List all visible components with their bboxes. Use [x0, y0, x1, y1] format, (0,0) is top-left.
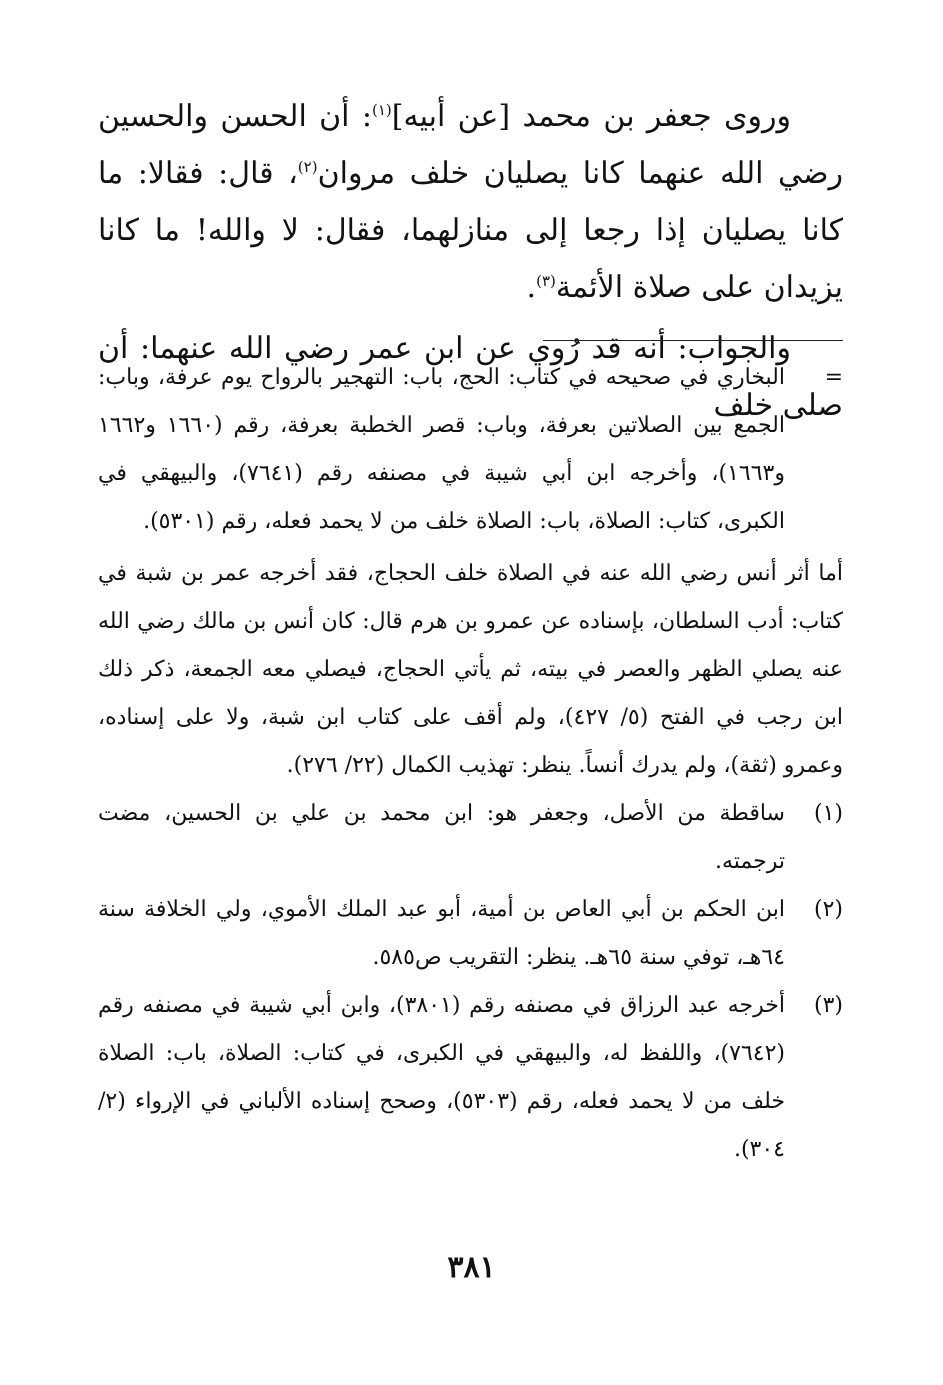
footnote-2-marker: (٢): [813, 897, 843, 922]
main-paragraph-1-part-3: ، قال: فقالا: ما كانا يصليان إذا رجعا إلى منازلهما، فقال: لا والله! ما كانا يزيدان على صلاة الأئمة: [98, 156, 843, 305]
continuation-marker: =: [824, 365, 843, 390]
footnote-3: [98, 982, 843, 1174]
footnote-1: [98, 790, 843, 886]
page-number: ٣٨١: [447, 1250, 496, 1285]
footnote-2-text: ابن الحكم بن أبي العاص بن أمية، أبو عبد الملك الأموي، ولي الخلافة سنة ٦٤هـ، توفي سنة ٦٥هـ. ينظر: التقريب ص٥٨٥.: [98, 897, 785, 970]
main-paragraph-1-end: .: [526, 270, 537, 305]
footnote-1-text: ساقطة من الأصل، وجعفر هو: ابن محمد بن علي بن الحسين، مضت ترجمته.: [98, 801, 785, 874]
footnote-3-text: أخرجه عبد الرزاق في مصنفه رقم (٣٨٠١)، وابن أبي شيبة في مصنفه رقم (٧٦٤٢)، واللفظ له، والبيهقي في الكبرى، في كتاب: الصلاة، باب: الصلاة خلف من لا يحمد فعله، رقم (٥٣٠٣)، وصحح إسناده الألباني في الإرواء (٢/ ٣٠٤).: [98, 993, 786, 1162]
footnote-continuation-text: البخاري في صحيحه في كتاب: الحج، باب: التهجير بالرواح يوم عرفة، وباب: الجمع بين الصلاتين بعرفة، وباب: قصر الخطبة بعرفة، رقم (١٦٦٠ و١٦٦٢ و١٦٦٣)، وأخرجه ابن أبي شيبة في مصنفه رقم (٧٦٤١)، والبيهقي في الكبرى، كتاب: الصلاة، باب: الصلاة خلف من لا يحمد فعله، رقم (٥٣٠١).: [98, 365, 785, 534]
footnotes: [98, 354, 843, 1174]
main-paragraph-2: والجواب: أنه قد رُوي عن ابن عمر رضي الله عنهما: أن صلى خلف: [98, 331, 843, 423]
footnote-3-marker: (٣): [813, 993, 843, 1018]
footnote-continuation-para-2: أما أثر أنس رضي الله عنه في الصلاة خلف الحجاج، فقد أخرجه عمر بن شبة في كتاب: أدب السلطان، بإسناده عن عمرو بن هرم قال: كان أنس بن مالك رضي الله عنه يصلي الظهر والعصر في بيته، ثم يأتي الحجاج، فيصلي معه الجمعة، ذكر ذلك ابن رجب في الفتح (٥/ ٤٢٧)، ولم أقف على كتاب ابن شبة، ولا على إسناده، وعمرو (ثقة)، ولم يدرك أنساً. ينظر: تهذيب الكمال (٢٢/ ٢٧٦).: [98, 561, 843, 778]
footnote-divider: [543, 340, 843, 341]
footnote-ref-3[interactable]: (٣): [536, 272, 556, 290]
main-paragraph-1-part-2: : أن الحسن والحسين رضي الله عنهما كانا يصليان خلف مروان: [98, 99, 844, 191]
footnote-ref-1[interactable]: (١): [372, 101, 392, 119]
footnote-continuation: [98, 354, 843, 546]
footnote-ref-2[interactable]: (٢): [297, 158, 318, 176]
main-paragraph-1-part-1: وروى جعفر بن محمد [عن أبيه]: [391, 99, 791, 134]
footnote-1-marker: (١): [813, 801, 843, 826]
footnote-2: [98, 886, 843, 982]
main-paragraph-1: [98, 88, 843, 316]
